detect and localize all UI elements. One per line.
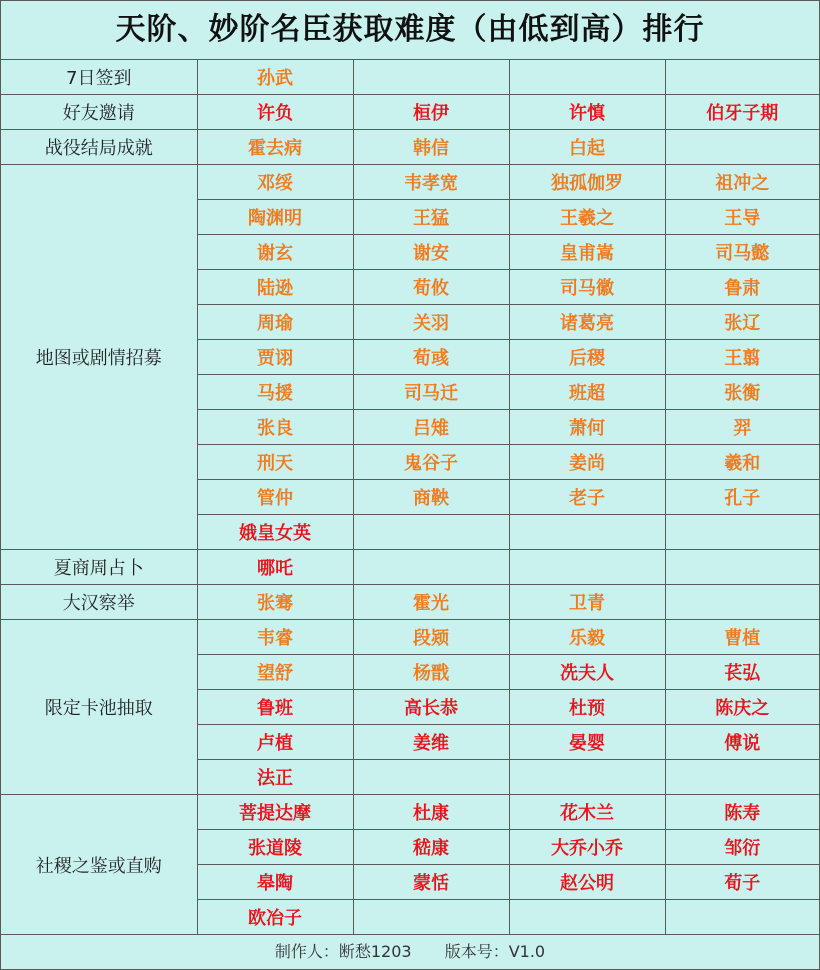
name-cell bbox=[509, 655, 665, 690]
minister-name: 孔子 bbox=[724, 488, 761, 509]
name-cell bbox=[665, 445, 819, 480]
name-cell bbox=[509, 165, 665, 200]
name-cell bbox=[197, 795, 353, 830]
minister-name: 杨戬 bbox=[413, 663, 449, 684]
minister-name: 祖冲之 bbox=[715, 173, 770, 194]
name-cell bbox=[665, 235, 819, 270]
table-row bbox=[1, 165, 819, 200]
minister-name: 高长恭 bbox=[404, 698, 458, 719]
name-cell bbox=[197, 515, 353, 550]
minister-name: 杜康 bbox=[413, 803, 449, 824]
name-cell bbox=[509, 410, 665, 445]
name-cell bbox=[353, 200, 509, 235]
minister-name: 司马懿 bbox=[715, 243, 770, 264]
minister-name: 关羽 bbox=[413, 313, 449, 334]
minister-name: 望舒 bbox=[257, 663, 293, 684]
minister-name: 蒙恬 bbox=[413, 873, 449, 894]
name-cell bbox=[665, 270, 819, 305]
name-cell bbox=[665, 60, 819, 95]
minister-name: 王导 bbox=[724, 208, 761, 229]
name-cell bbox=[665, 585, 819, 620]
minister-name: 许负 bbox=[257, 103, 293, 124]
name-cell bbox=[197, 375, 353, 410]
name-cell bbox=[509, 375, 665, 410]
name-cell bbox=[509, 480, 665, 515]
minister-name: 邓绥 bbox=[257, 173, 293, 194]
minister-name: 菩提达摩 bbox=[239, 803, 311, 824]
table-row bbox=[1, 130, 819, 165]
minister-name: 姜维 bbox=[413, 733, 449, 754]
minister-name: 王羲之 bbox=[560, 208, 614, 229]
minister-name: 霍光 bbox=[413, 593, 449, 614]
minister-name: 吕雉 bbox=[413, 418, 449, 439]
minister-name: 谢安 bbox=[413, 243, 449, 264]
minister-name: 荀攸 bbox=[413, 278, 449, 299]
minister-name: 诸葛亮 bbox=[560, 313, 614, 334]
minister-name: 皇甫嵩 bbox=[560, 243, 614, 264]
name-cell bbox=[197, 305, 353, 340]
name-cell bbox=[353, 340, 509, 375]
name-cell bbox=[353, 375, 509, 410]
name-cell bbox=[665, 620, 819, 655]
name-cell bbox=[509, 200, 665, 235]
name-cell bbox=[509, 60, 665, 95]
name-cell bbox=[197, 620, 353, 655]
minister-name: 冼夫人 bbox=[560, 663, 614, 684]
name-cell bbox=[353, 760, 509, 795]
name-cell bbox=[197, 760, 353, 795]
name-cell bbox=[197, 655, 353, 690]
minister-name: 后稷 bbox=[569, 348, 605, 369]
name-cell bbox=[353, 865, 509, 900]
name-cell bbox=[353, 445, 509, 480]
minister-name: 邹衍 bbox=[724, 838, 761, 859]
minister-name: 王猛 bbox=[413, 208, 449, 229]
name-cell bbox=[353, 515, 509, 550]
table-row bbox=[1, 95, 819, 130]
name-cell bbox=[665, 830, 819, 865]
minister-name: 鲁班 bbox=[257, 698, 293, 719]
name-cell bbox=[665, 200, 819, 235]
minister-name: 鲁肃 bbox=[724, 278, 761, 299]
minister-name: 韦睿 bbox=[257, 628, 293, 649]
minister-name: 花木兰 bbox=[560, 803, 614, 824]
minister-name: 萧何 bbox=[569, 418, 605, 439]
name-cell bbox=[665, 165, 819, 200]
minister-name: 法正 bbox=[257, 768, 293, 789]
category-label: 社稷之鉴或直购 bbox=[1, 795, 197, 935]
minister-name: 荀彧 bbox=[413, 348, 449, 369]
name-cell bbox=[353, 410, 509, 445]
name-cell bbox=[665, 340, 819, 375]
category-label: 7日签到 bbox=[1, 60, 197, 95]
name-cell bbox=[665, 480, 819, 515]
name-cell bbox=[197, 865, 353, 900]
category-label: 大汉察举 bbox=[1, 585, 197, 620]
minister-name: 司马迁 bbox=[404, 383, 458, 404]
name-cell bbox=[353, 95, 509, 130]
name-cell bbox=[197, 95, 353, 130]
name-cell bbox=[353, 725, 509, 760]
minister-name: 谢玄 bbox=[257, 243, 293, 264]
name-cell bbox=[353, 620, 509, 655]
category-label: 地图或剧情招募 bbox=[1, 165, 197, 550]
name-cell bbox=[353, 480, 509, 515]
minister-name: 大乔小乔 bbox=[551, 838, 623, 859]
name-cell bbox=[197, 410, 353, 445]
name-cell bbox=[197, 480, 353, 515]
minister-name: 白起 bbox=[569, 138, 605, 159]
name-cell bbox=[509, 585, 665, 620]
minister-name: 陆逊 bbox=[257, 278, 293, 299]
minister-name: 马援 bbox=[257, 383, 293, 404]
name-cell bbox=[509, 760, 665, 795]
name-cell bbox=[197, 165, 353, 200]
minister-name: 晏婴 bbox=[569, 733, 605, 754]
minister-name: 司马徽 bbox=[560, 278, 614, 299]
name-cell bbox=[353, 830, 509, 865]
name-cell bbox=[509, 865, 665, 900]
name-cell bbox=[509, 270, 665, 305]
name-cell bbox=[665, 305, 819, 340]
name-cell bbox=[197, 130, 353, 165]
name-cell bbox=[197, 830, 353, 865]
minister-name: 荀子 bbox=[724, 873, 761, 894]
name-cell bbox=[665, 725, 819, 760]
table-row bbox=[1, 585, 819, 620]
name-cell bbox=[197, 200, 353, 235]
name-cell bbox=[197, 725, 353, 760]
minister-name: 乐毅 bbox=[569, 628, 605, 649]
name-cell bbox=[509, 305, 665, 340]
name-cell bbox=[509, 690, 665, 725]
minister-name: 独孤伽罗 bbox=[551, 173, 623, 194]
name-cell bbox=[197, 550, 353, 585]
name-cell bbox=[665, 410, 819, 445]
name-cell bbox=[197, 235, 353, 270]
name-cell bbox=[353, 900, 509, 935]
ranking-table bbox=[1, 60, 819, 935]
minister-name: 老子 bbox=[569, 488, 605, 509]
table-row bbox=[1, 795, 819, 830]
name-cell bbox=[197, 60, 353, 95]
name-cell bbox=[665, 760, 819, 795]
minister-name: 张辽 bbox=[724, 313, 761, 334]
name-cell bbox=[665, 655, 819, 690]
name-cell bbox=[665, 865, 819, 900]
minister-name: 韩信 bbox=[413, 138, 449, 159]
minister-name: 卫青 bbox=[569, 593, 605, 614]
minister-name: 鬼谷子 bbox=[404, 453, 458, 474]
category-label: 好友邀请 bbox=[1, 95, 197, 130]
name-cell bbox=[509, 235, 665, 270]
name-cell bbox=[509, 725, 665, 760]
category-label: 战役结局成就 bbox=[1, 130, 197, 165]
name-cell bbox=[509, 95, 665, 130]
sheet-title: 天阶、妙阶名臣获取难度（由低到高）排行 bbox=[1, 1, 819, 60]
name-cell bbox=[665, 375, 819, 410]
name-cell bbox=[509, 445, 665, 480]
category-label: 夏商周占卜 bbox=[1, 550, 197, 585]
minister-name: 桓伊 bbox=[413, 103, 449, 124]
minister-name: 韦孝宽 bbox=[404, 173, 458, 194]
table-row bbox=[1, 550, 819, 585]
name-cell bbox=[665, 795, 819, 830]
minister-name: 羲和 bbox=[724, 453, 761, 474]
minister-name: 霍去病 bbox=[248, 138, 302, 159]
name-cell bbox=[197, 270, 353, 305]
minister-name: 班超 bbox=[569, 383, 605, 404]
name-cell bbox=[353, 305, 509, 340]
name-cell bbox=[665, 690, 819, 725]
name-cell bbox=[665, 900, 819, 935]
name-cell bbox=[197, 690, 353, 725]
name-cell bbox=[197, 445, 353, 480]
name-cell bbox=[509, 795, 665, 830]
name-cell bbox=[509, 515, 665, 550]
name-cell bbox=[665, 130, 819, 165]
minister-name: 哪吒 bbox=[257, 558, 293, 579]
minister-name: 姜尚 bbox=[569, 453, 605, 474]
minister-name: 皋陶 bbox=[257, 873, 293, 894]
minister-name: 刑天 bbox=[257, 453, 293, 474]
name-cell bbox=[353, 585, 509, 620]
name-cell bbox=[353, 270, 509, 305]
minister-name: 商鞅 bbox=[413, 488, 449, 509]
version-number: 版本号：V1.0 bbox=[444, 942, 546, 961]
minister-name: 张衡 bbox=[724, 383, 761, 404]
name-cell bbox=[509, 620, 665, 655]
name-cell bbox=[509, 340, 665, 375]
minister-name: 欧冶子 bbox=[248, 908, 302, 929]
name-cell bbox=[353, 795, 509, 830]
name-cell bbox=[509, 130, 665, 165]
name-cell bbox=[353, 130, 509, 165]
name-cell bbox=[509, 550, 665, 585]
name-cell bbox=[353, 235, 509, 270]
name-cell bbox=[353, 655, 509, 690]
minister-name: 陈庆之 bbox=[715, 698, 770, 719]
name-cell bbox=[665, 515, 819, 550]
name-cell bbox=[665, 95, 819, 130]
footer bbox=[1, 934, 819, 969]
minister-name: 张骞 bbox=[257, 593, 293, 614]
author-credit: 制作人：断愁1203 bbox=[274, 942, 412, 961]
name-cell bbox=[353, 690, 509, 725]
minister-name: 杜预 bbox=[569, 698, 605, 719]
name-cell bbox=[665, 550, 819, 585]
name-cell bbox=[197, 900, 353, 935]
name-cell bbox=[197, 340, 353, 375]
name-cell bbox=[197, 585, 353, 620]
minister-name: 赵公明 bbox=[560, 873, 614, 894]
minister-name: 王翦 bbox=[724, 348, 761, 369]
minister-name: 周瑜 bbox=[257, 313, 293, 334]
minister-name: 陈寿 bbox=[724, 803, 761, 824]
minister-name: 嵇康 bbox=[413, 838, 449, 859]
name-cell bbox=[353, 60, 509, 95]
minister-name: 张道陵 bbox=[248, 838, 302, 859]
table-row bbox=[1, 620, 819, 655]
minister-name: 孙武 bbox=[257, 68, 293, 89]
name-cell bbox=[509, 830, 665, 865]
minister-name: 陶渊明 bbox=[248, 208, 302, 229]
minister-name: 卢植 bbox=[257, 733, 293, 754]
minister-name: 张良 bbox=[257, 418, 293, 439]
minister-name: 伯牙子期 bbox=[706, 103, 779, 124]
minister-name: 苌弘 bbox=[724, 663, 761, 684]
minister-name: 管仲 bbox=[257, 488, 293, 509]
minister-name: 许慎 bbox=[569, 103, 605, 124]
minister-name: 贾诩 bbox=[257, 348, 293, 369]
minister-name: 娥皇女英 bbox=[239, 523, 311, 544]
name-cell bbox=[509, 900, 665, 935]
table-row bbox=[1, 60, 819, 95]
minister-name: 段颎 bbox=[413, 628, 449, 649]
name-cell bbox=[353, 165, 509, 200]
minister-name: 傅说 bbox=[724, 733, 761, 754]
name-cell bbox=[353, 550, 509, 585]
category-label: 限定卡池抽取 bbox=[1, 620, 197, 795]
minister-name: 羿 bbox=[733, 418, 752, 439]
minister-name: 曹植 bbox=[724, 628, 761, 649]
